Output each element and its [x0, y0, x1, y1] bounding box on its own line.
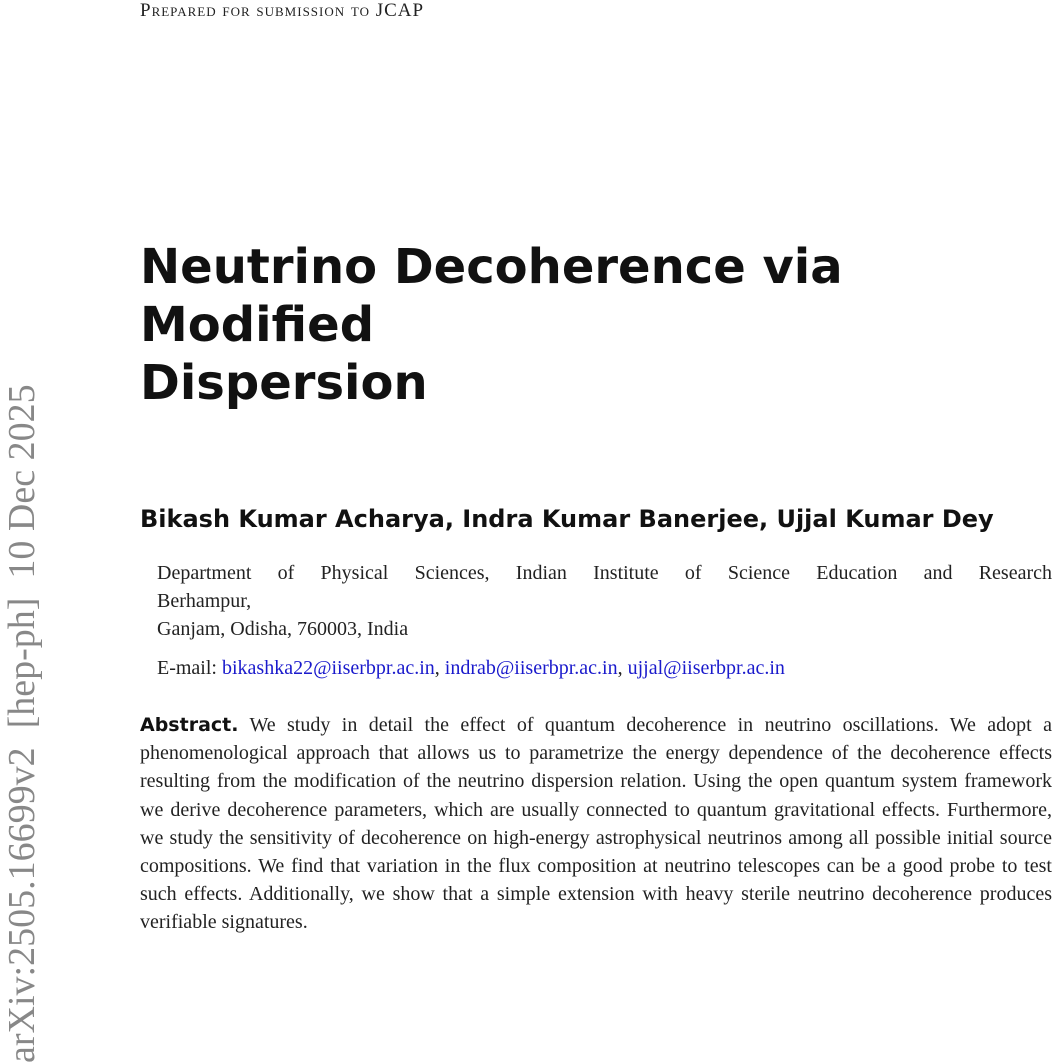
journal-header: Prepared for submission to JCAP	[140, 0, 425, 21]
abstract-text: We study in detail the effect of quantum decoherence in neutrino oscillations. We adopt a phenomenological approach that allows us to parametrize the energy dependence of the decoherence effects resulting from the modification of the neutrino dispersion relation. Using the open quantum system framework we derive decoherence parameters, which are usually connected to quantum gravitational effects. Furthermore, we study the sensitivity of decoherence on high-energy astrophysical neutrinos among all possible initial source compositions. We find that variation in the flux composition at neutrino telescopes can be a good probe to test such effects. Additionally, we show that a simple extension with heavy sterile neutrino decoherence produces verifiable signatures.	[140, 714, 1052, 934]
affiliation	[157, 559, 1052, 643]
affiliation-line-3: Ganjam, Odisha, 760003, India	[157, 618, 409, 640]
abstract-label: Abstract.	[140, 714, 239, 736]
arxiv-stamp: arXiv:2505.16699v2 [hep-ph] 10 Dec 2025	[1, 384, 43, 1063]
title-line-2: Dispersion	[140, 355, 428, 411]
affiliation-line-1: Department of Physical Sciences, Indian Institute of Science Education and Research	[157, 562, 1052, 584]
paper-title	[140, 238, 1040, 412]
affiliation-line-2: Berhampur,	[157, 590, 252, 612]
email-link-1[interactable]: bikashka22@iiserbpr.ac.in	[221, 657, 435, 679]
title-line-1: Neutrino Decoherence via Modified	[140, 239, 843, 353]
email-separator-2: ,	[617, 657, 628, 679]
email-label: E-mail:	[157, 657, 222, 679]
author-list: Bikash Kumar Acharya, Indra Kumar Banerjee, Ujjal Kumar Dey	[140, 505, 994, 533]
email-line	[157, 657, 785, 680]
email-link-2[interactable]: indrab@iiserbpr.ac.in	[444, 657, 618, 679]
abstract	[140, 711, 1052, 937]
email-link-3[interactable]: ujjal@iiserbpr.ac.in	[627, 657, 785, 679]
email-separator-1: ,	[434, 657, 445, 679]
